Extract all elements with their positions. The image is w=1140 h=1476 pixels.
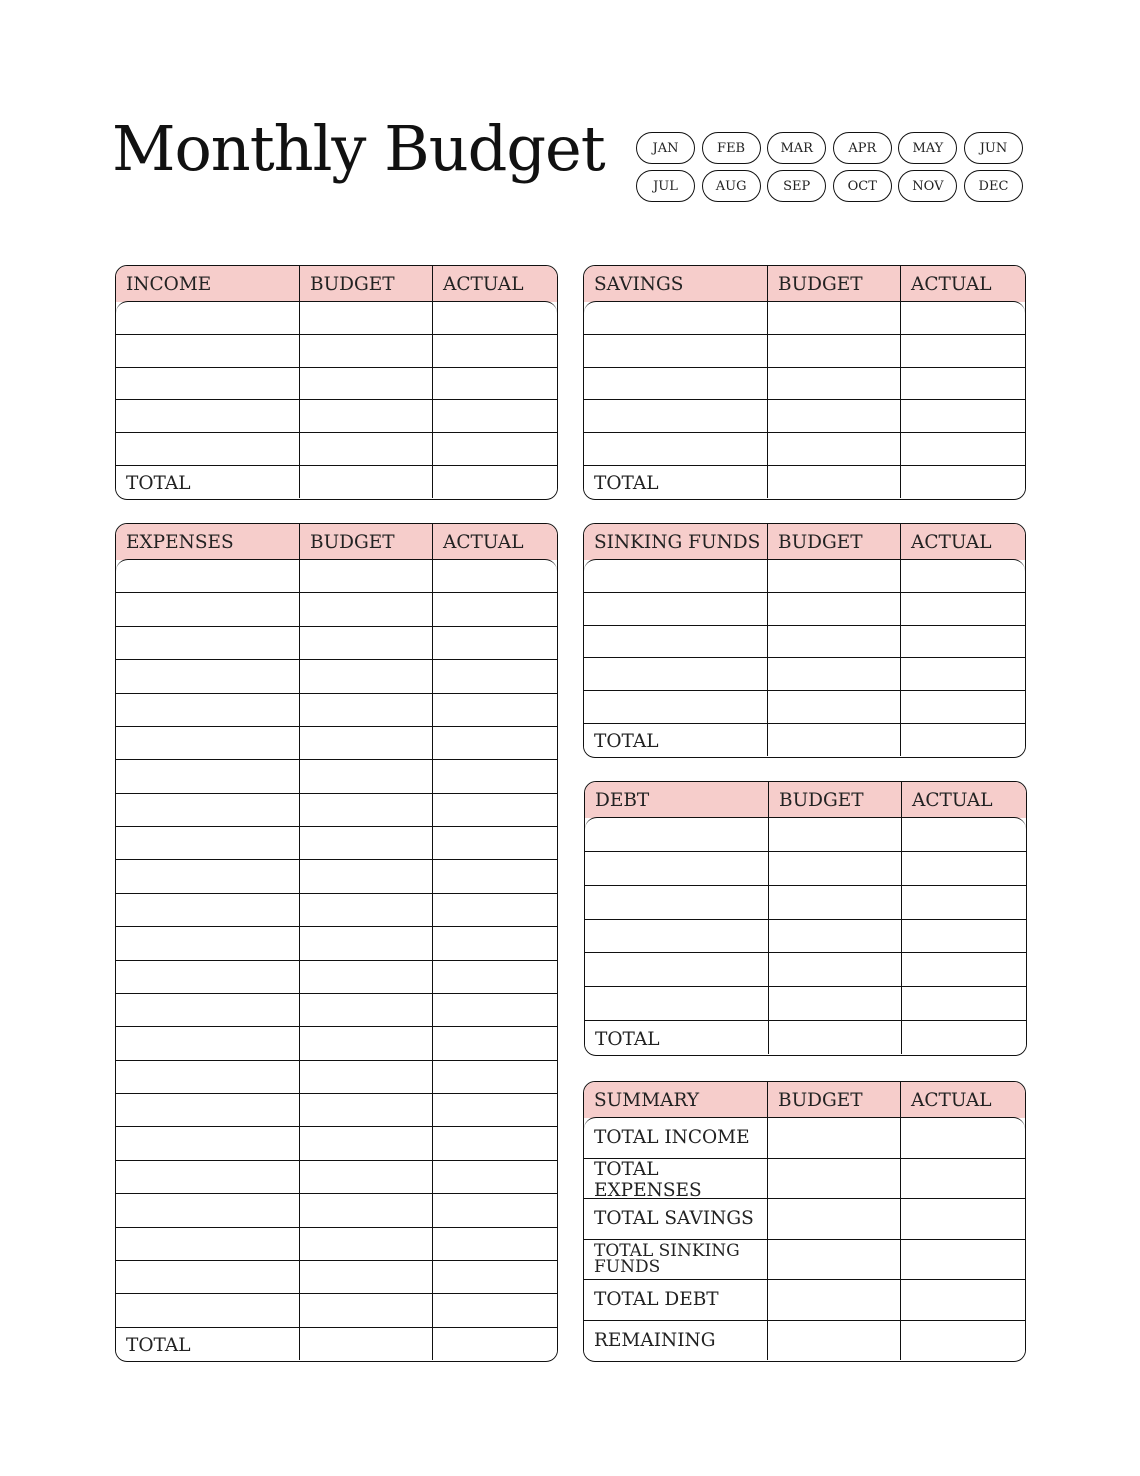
- item-cell[interactable]: [584, 593, 768, 625]
- actual-cell[interactable]: [433, 827, 557, 859]
- summary-row: [584, 1118, 1025, 1159]
- actual-cell[interactable]: [433, 760, 557, 792]
- budget-cell[interactable]: [769, 920, 902, 953]
- total-label: TOTAL: [584, 466, 768, 498]
- table-row: [116, 827, 557, 860]
- budget-cell[interactable]: [300, 1094, 433, 1126]
- budget-cell[interactable]: [300, 1294, 433, 1326]
- actual-cell[interactable]: [433, 1228, 557, 1260]
- item-cell[interactable]: [584, 691, 768, 723]
- actual-cell[interactable]: [901, 1118, 1025, 1158]
- table-row: [116, 593, 557, 626]
- budget-cell[interactable]: [300, 894, 433, 926]
- table-row: [116, 302, 557, 335]
- item-cell[interactable]: [116, 368, 300, 400]
- table-body: [585, 817, 1026, 1054]
- month-pill[interactable]: OCT: [833, 170, 892, 202]
- budget-cell[interactable]: [768, 302, 901, 334]
- budget-cell[interactable]: [300, 302, 433, 334]
- table-body: [116, 559, 557, 1360]
- table-row: [584, 560, 1025, 593]
- item-cell[interactable]: [584, 626, 768, 658]
- budget-cell[interactable]: [300, 1228, 433, 1260]
- item-cell[interactable]: [116, 627, 300, 659]
- month-pill[interactable]: NOV: [898, 170, 957, 202]
- header-budget: BUDGET: [768, 524, 901, 560]
- item-cell[interactable]: [116, 1261, 300, 1293]
- summary-row: [584, 1159, 1025, 1200]
- table-header: [116, 266, 557, 302]
- table-row: [584, 593, 1025, 626]
- actual-cell[interactable]: [433, 727, 557, 759]
- total-actual-cell[interactable]: [433, 1328, 557, 1360]
- header-budget: BUDGET: [769, 782, 902, 818]
- table-row: [585, 953, 1026, 987]
- item-cell[interactable]: [116, 994, 300, 1026]
- summary-row: [584, 1199, 1025, 1240]
- budget-cell[interactable]: [300, 994, 433, 1026]
- month-pill[interactable]: APR: [833, 132, 892, 164]
- month-selector: [636, 132, 1026, 202]
- budget-cell[interactable]: [768, 1280, 901, 1320]
- table-row: [584, 400, 1025, 433]
- table-row: [584, 626, 1025, 659]
- actual-cell[interactable]: [901, 368, 1025, 400]
- header-label: DEBT: [585, 782, 769, 818]
- actual-cell[interactable]: [901, 560, 1025, 592]
- summary-table: [583, 1081, 1026, 1362]
- actual-cell[interactable]: [901, 691, 1025, 723]
- budget-cell[interactable]: [300, 1161, 433, 1193]
- summary-label: REMAINING: [584, 1321, 768, 1361]
- actual-cell[interactable]: [433, 1061, 557, 1093]
- table-row: [116, 433, 557, 466]
- summary-label: TOTAL EXPENSES: [584, 1159, 768, 1201]
- item-cell[interactable]: [584, 302, 768, 334]
- budget-cell[interactable]: [300, 660, 433, 692]
- actual-cell[interactable]: [901, 335, 1025, 367]
- table-row: [116, 894, 557, 927]
- actual-cell[interactable]: [433, 1161, 557, 1193]
- budget-cell[interactable]: [769, 886, 902, 919]
- budget-cell[interactable]: [769, 953, 902, 986]
- total-row: [584, 724, 1025, 756]
- budget-cell[interactable]: [768, 335, 901, 367]
- table-row: [584, 691, 1025, 724]
- header-actual: ACTUAL: [911, 273, 992, 295]
- budget-cell[interactable]: [300, 1061, 433, 1093]
- table-row: [584, 368, 1025, 401]
- table-row: [116, 727, 557, 760]
- table-row: [116, 660, 557, 693]
- budget-cell[interactable]: [300, 560, 433, 592]
- month-pill[interactable]: JUN: [964, 132, 1023, 164]
- month-pill[interactable]: MAR: [767, 132, 826, 164]
- table-row: [584, 335, 1025, 368]
- budget-cell[interactable]: [768, 1199, 901, 1239]
- budget-cell[interactable]: [768, 400, 901, 432]
- header-actual: ACTUAL: [912, 789, 993, 811]
- table-row: [116, 794, 557, 827]
- table-row: [116, 400, 557, 433]
- header-actual: ACTUAL: [443, 273, 524, 295]
- table-header: [584, 1082, 1025, 1118]
- actual-cell[interactable]: [433, 368, 557, 400]
- item-cell[interactable]: [116, 1294, 300, 1326]
- budget-cell[interactable]: [768, 626, 901, 658]
- item-cell[interactable]: [584, 658, 768, 690]
- table-row: [116, 560, 557, 593]
- budget-cell[interactable]: [300, 827, 433, 859]
- actual-cell[interactable]: [433, 593, 557, 625]
- total-label: TOTAL: [584, 724, 768, 756]
- item-cell[interactable]: [585, 852, 769, 885]
- header-label: SUMMARY: [584, 1082, 768, 1118]
- item-cell[interactable]: [116, 660, 300, 692]
- summary-label: TOTAL SAVINGS: [584, 1199, 768, 1239]
- item-cell[interactable]: [584, 368, 768, 400]
- header-label: SAVINGS: [584, 266, 768, 302]
- item-cell[interactable]: [116, 1127, 300, 1159]
- budget-cell[interactable]: [768, 1118, 901, 1158]
- table-row: [116, 1094, 557, 1127]
- table-header: [584, 266, 1025, 302]
- actual-cell[interactable]: [433, 660, 557, 692]
- item-cell[interactable]: [116, 1027, 300, 1059]
- table-header: [584, 524, 1025, 560]
- budget-cell[interactable]: [300, 927, 433, 959]
- actual-cell[interactable]: [433, 694, 557, 726]
- budget-cell[interactable]: [300, 1261, 433, 1293]
- table-row: [585, 818, 1026, 852]
- header-budget: BUDGET: [300, 524, 433, 560]
- budget-cell[interactable]: [300, 335, 433, 367]
- summary-label: TOTAL INCOME: [584, 1118, 768, 1158]
- item-cell[interactable]: [116, 560, 300, 592]
- budget-cell[interactable]: [300, 794, 433, 826]
- item-cell[interactable]: [116, 727, 300, 759]
- actual-cell[interactable]: [901, 433, 1025, 465]
- actual-cell[interactable]: [433, 1261, 557, 1293]
- actual-cell[interactable]: [901, 1280, 1025, 1320]
- actual-cell[interactable]: [433, 1194, 557, 1226]
- expenses-table: [115, 523, 558, 1362]
- table-row: [116, 694, 557, 727]
- table-body: [584, 301, 1025, 498]
- actual-cell[interactable]: [901, 658, 1025, 690]
- item-cell[interactable]: [116, 827, 300, 859]
- budget-cell[interactable]: [300, 400, 433, 432]
- total-actual-cell[interactable]: [902, 1021, 1026, 1054]
- item-cell[interactable]: [116, 1061, 300, 1093]
- header-actual: ACTUAL: [443, 531, 524, 553]
- total-label: TOTAL: [116, 1328, 300, 1360]
- header-budget: BUDGET: [768, 1082, 901, 1118]
- actual-cell[interactable]: [433, 335, 557, 367]
- budget-cell[interactable]: [769, 852, 902, 885]
- actual-cell[interactable]: [902, 818, 1026, 851]
- header-label: EXPENSES: [116, 524, 300, 560]
- actual-cell[interactable]: [433, 302, 557, 334]
- budget-cell[interactable]: [300, 1127, 433, 1159]
- total-row: [584, 466, 1025, 498]
- actual-cell[interactable]: [433, 794, 557, 826]
- page-title: Monthly Budget: [112, 112, 605, 185]
- summary-row: [584, 1280, 1025, 1321]
- budget-cell[interactable]: [768, 1321, 901, 1361]
- actual-cell[interactable]: [902, 953, 1026, 986]
- actual-cell[interactable]: [433, 1127, 557, 1159]
- total-row: [116, 1328, 557, 1360]
- table-row: [584, 433, 1025, 466]
- budget-cell[interactable]: [300, 368, 433, 400]
- item-cell[interactable]: [116, 335, 300, 367]
- item-cell[interactable]: [116, 860, 300, 892]
- total-actual-cell[interactable]: [901, 466, 1025, 498]
- month-pill[interactable]: MAY: [898, 132, 957, 164]
- summary-row: [584, 1321, 1025, 1361]
- budget-cell[interactable]: [769, 987, 902, 1020]
- table-row: [116, 1061, 557, 1094]
- item-cell[interactable]: [116, 1228, 300, 1260]
- debt-table: [584, 781, 1027, 1056]
- budget-cell[interactable]: [300, 860, 433, 892]
- actual-cell[interactable]: [901, 302, 1025, 334]
- table-row: [116, 1294, 557, 1327]
- item-cell[interactable]: [116, 927, 300, 959]
- budget-cell[interactable]: [768, 1240, 901, 1280]
- budget-cell[interactable]: [300, 593, 433, 625]
- actual-cell[interactable]: [433, 994, 557, 1026]
- summary-row: [584, 1240, 1025, 1281]
- budget-cell[interactable]: [300, 627, 433, 659]
- table-body: [116, 301, 557, 498]
- table-row: [116, 927, 557, 960]
- savings-table: [583, 265, 1026, 500]
- budget-cell[interactable]: [768, 593, 901, 625]
- budget-cell[interactable]: [768, 658, 901, 690]
- month-pill[interactable]: FEB: [702, 132, 761, 164]
- table-row: [116, 1261, 557, 1294]
- actual-cell[interactable]: [433, 560, 557, 592]
- item-cell[interactable]: [585, 818, 769, 851]
- total-budget-cell[interactable]: [768, 724, 901, 756]
- total-actual-cell[interactable]: [901, 724, 1025, 756]
- month-pill[interactable]: SEP: [767, 170, 826, 202]
- actual-cell[interactable]: [433, 1294, 557, 1326]
- table-row: [584, 302, 1025, 335]
- income-table: [115, 265, 558, 500]
- summary-body: [584, 1117, 1025, 1360]
- table-header: [116, 524, 557, 560]
- actual-cell[interactable]: [901, 1159, 1025, 1201]
- item-cell[interactable]: [116, 433, 300, 465]
- budget-cell[interactable]: [300, 433, 433, 465]
- actual-cell[interactable]: [433, 433, 557, 465]
- month-pill[interactable]: JUL: [636, 170, 695, 202]
- budget-cell[interactable]: [300, 727, 433, 759]
- total-row: [585, 1021, 1026, 1054]
- item-cell[interactable]: [585, 886, 769, 919]
- item-cell[interactable]: [584, 433, 768, 465]
- item-cell[interactable]: [116, 961, 300, 993]
- actual-cell[interactable]: [902, 886, 1026, 919]
- total-label: TOTAL: [585, 1021, 769, 1054]
- table-header: [585, 782, 1026, 818]
- actual-cell[interactable]: [901, 1199, 1025, 1239]
- actual-cell[interactable]: [901, 1240, 1025, 1280]
- item-cell[interactable]: [584, 560, 768, 592]
- budget-cell[interactable]: [300, 961, 433, 993]
- item-cell[interactable]: [116, 894, 300, 926]
- item-cell[interactable]: [585, 953, 769, 986]
- actual-cell[interactable]: [433, 400, 557, 432]
- actual-cell[interactable]: [433, 1027, 557, 1059]
- header-actual: ACTUAL: [911, 531, 992, 553]
- table-row: [116, 627, 557, 660]
- item-cell[interactable]: [584, 400, 768, 432]
- actual-cell[interactable]: [433, 894, 557, 926]
- item-cell[interactable]: [116, 1161, 300, 1193]
- budget-cell[interactable]: [300, 1194, 433, 1226]
- table-row: [116, 1194, 557, 1227]
- item-cell[interactable]: [116, 760, 300, 792]
- actual-cell[interactable]: [901, 400, 1025, 432]
- total-budget-cell[interactable]: [300, 1328, 433, 1360]
- total-budget-cell[interactable]: [768, 466, 901, 498]
- budget-cell[interactable]: [768, 433, 901, 465]
- sinking-funds-table: [583, 523, 1026, 758]
- table-row: [585, 886, 1026, 920]
- item-cell[interactable]: [116, 694, 300, 726]
- actual-cell[interactable]: [901, 1321, 1025, 1361]
- item-cell[interactable]: [116, 400, 300, 432]
- total-budget-cell[interactable]: [769, 1021, 902, 1054]
- table-row: [116, 368, 557, 401]
- actual-cell[interactable]: [902, 987, 1026, 1020]
- header-label: SINKING FUNDS: [584, 524, 768, 560]
- budget-cell[interactable]: [300, 694, 433, 726]
- table-row: [116, 961, 557, 994]
- actual-cell[interactable]: [433, 1094, 557, 1126]
- table-row: [585, 852, 1026, 886]
- actual-cell[interactable]: [433, 961, 557, 993]
- item-cell[interactable]: [116, 1194, 300, 1226]
- header-budget: BUDGET: [300, 266, 433, 302]
- item-cell[interactable]: [116, 302, 300, 334]
- total-actual-cell[interactable]: [433, 466, 557, 498]
- budget-cell[interactable]: [768, 1159, 901, 1201]
- table-row: [116, 760, 557, 793]
- item-cell[interactable]: [585, 920, 769, 953]
- total-budget-cell[interactable]: [300, 466, 433, 498]
- actual-cell[interactable]: [902, 852, 1026, 885]
- header-budget: BUDGET: [768, 266, 901, 302]
- header-actual: ACTUAL: [911, 1089, 992, 1111]
- header-label: INCOME: [116, 266, 300, 302]
- budget-cell[interactable]: [300, 760, 433, 792]
- item-cell[interactable]: [116, 1094, 300, 1126]
- table-row: [585, 920, 1026, 954]
- actual-cell[interactable]: [433, 627, 557, 659]
- table-row: [116, 860, 557, 893]
- item-cell[interactable]: [585, 987, 769, 1020]
- table-row: [116, 1161, 557, 1194]
- table-row: [116, 335, 557, 368]
- actual-cell[interactable]: [901, 626, 1025, 658]
- actual-cell[interactable]: [901, 593, 1025, 625]
- budget-cell[interactable]: [768, 691, 901, 723]
- month-pill[interactable]: DEC: [964, 170, 1023, 202]
- budget-cell[interactable]: [300, 1027, 433, 1059]
- table-row: [116, 1127, 557, 1160]
- table-row: [116, 1027, 557, 1060]
- table-row: [116, 1228, 557, 1261]
- actual-cell[interactable]: [433, 927, 557, 959]
- table-body: [584, 559, 1025, 756]
- item-cell[interactable]: [116, 794, 300, 826]
- budget-cell[interactable]: [768, 368, 901, 400]
- item-cell[interactable]: [116, 593, 300, 625]
- total-label: TOTAL: [116, 466, 300, 498]
- budget-cell[interactable]: [768, 560, 901, 592]
- month-pill[interactable]: JAN: [636, 132, 695, 164]
- table-row: [116, 994, 557, 1027]
- table-row: [585, 987, 1026, 1021]
- budget-cell[interactable]: [769, 818, 902, 851]
- actual-cell[interactable]: [433, 860, 557, 892]
- actual-cell[interactable]: [902, 920, 1026, 953]
- item-cell[interactable]: [584, 335, 768, 367]
- summary-label: TOTAL SINKING FUNDS: [584, 1240, 768, 1280]
- total-row: [116, 466, 557, 498]
- table-row: [584, 658, 1025, 691]
- summary-label: TOTAL DEBT: [584, 1280, 768, 1320]
- month-pill[interactable]: AUG: [702, 170, 761, 202]
